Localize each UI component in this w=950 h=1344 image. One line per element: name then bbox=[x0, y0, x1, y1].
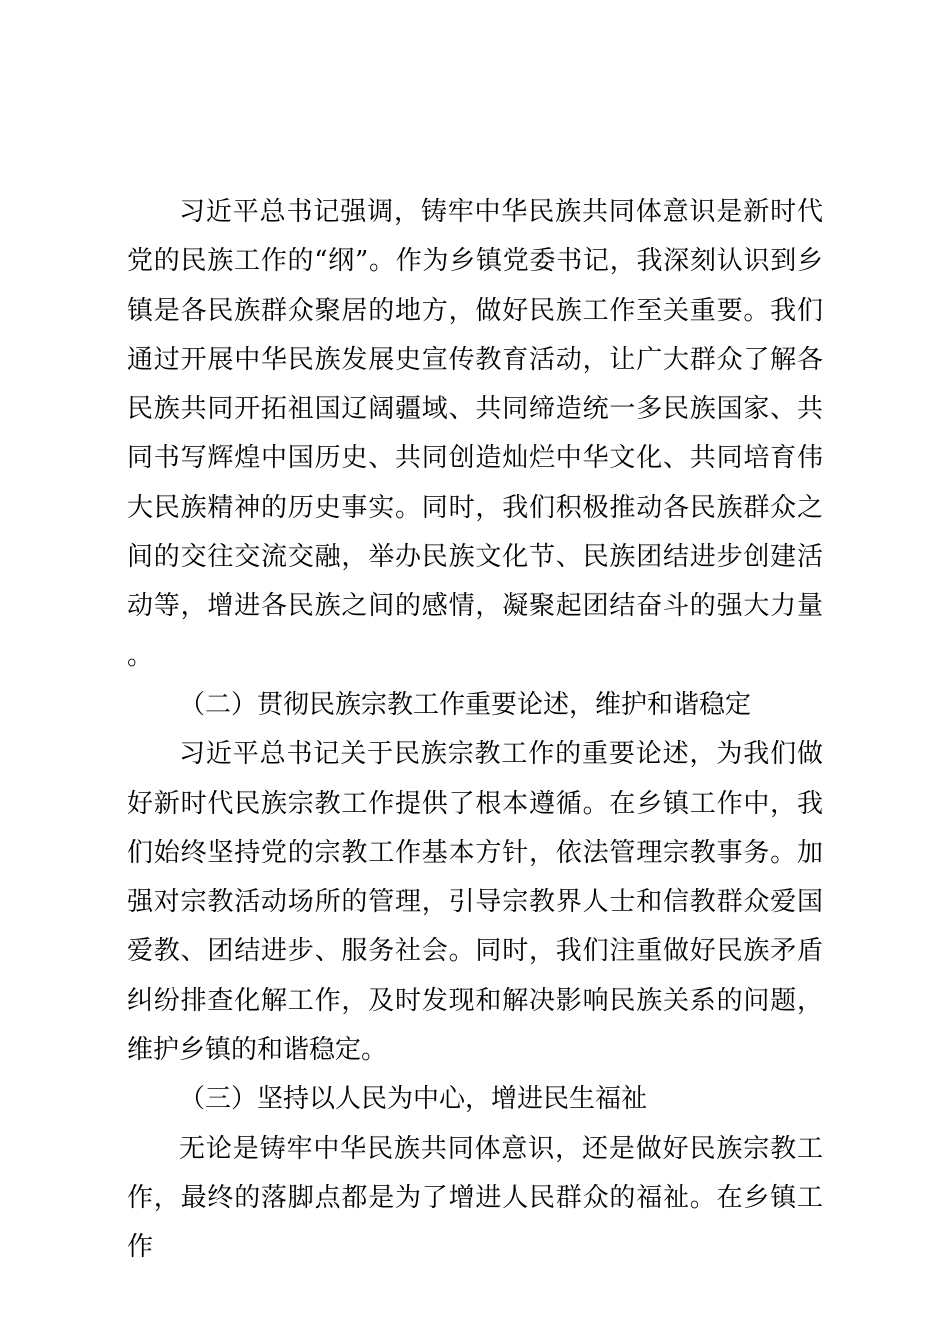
section-heading-3: （三）坚持以人民为中心，增进民生福祉 bbox=[179, 1084, 648, 1115]
paragraph-religious-affairs: 习近平总书记关于民族宗教工作的重要论述，为我们做好新时代民族宗教工作提供了根本遵循。在乡镇工作中，我们始终坚持党的宗教工作基本方针，依法管理宗教事务。加强对宗教活动场所的管理，引导宗教界人士和信教群众爱国爱教、团结进步、服务社会。同时，我们注重做好民族矛盾纠纷排查化解工作，及时发现和解决影响民族关系的问题，维护乡镇的和谐稳定。 bbox=[127, 739, 823, 1066]
document-body bbox=[127, 188, 823, 1273]
paragraph-national-unity: 习近平总书记强调，铸牢中华民族共同体意识是新时代党的民族工作的“纲”。作为乡镇党委书记，我深刻认识到乡镇是各民族群众聚居的地方，做好民族工作至关重要。我们通过开展中华民族发展史宣传教育活动，让广大群众了解各民族共同开拓祖国辽阔疆域、共同缔造统一多民族国家、共同书写辉煌中国历史、共同创造灿烂中华文化、共同培育伟大民族精神的历史事实。同时，我们积极推动各民族群众之间的交往交流交融，举办民族文化节、民族团结进步创建活动等，增进各民族之间的感情，凝聚起团结奋斗的强大力量。 bbox=[127, 197, 823, 671]
paragraph-people-welfare: 无论是铸牢中华民族共同体意识，还是做好民族宗教工作，最终的落脚点都是为了增进人民群众的福祉。在乡镇工作 bbox=[127, 1133, 823, 1263]
section-heading-2: （二）贯彻民族宗教工作重要论述，维护和谐稳定 bbox=[179, 689, 752, 720]
